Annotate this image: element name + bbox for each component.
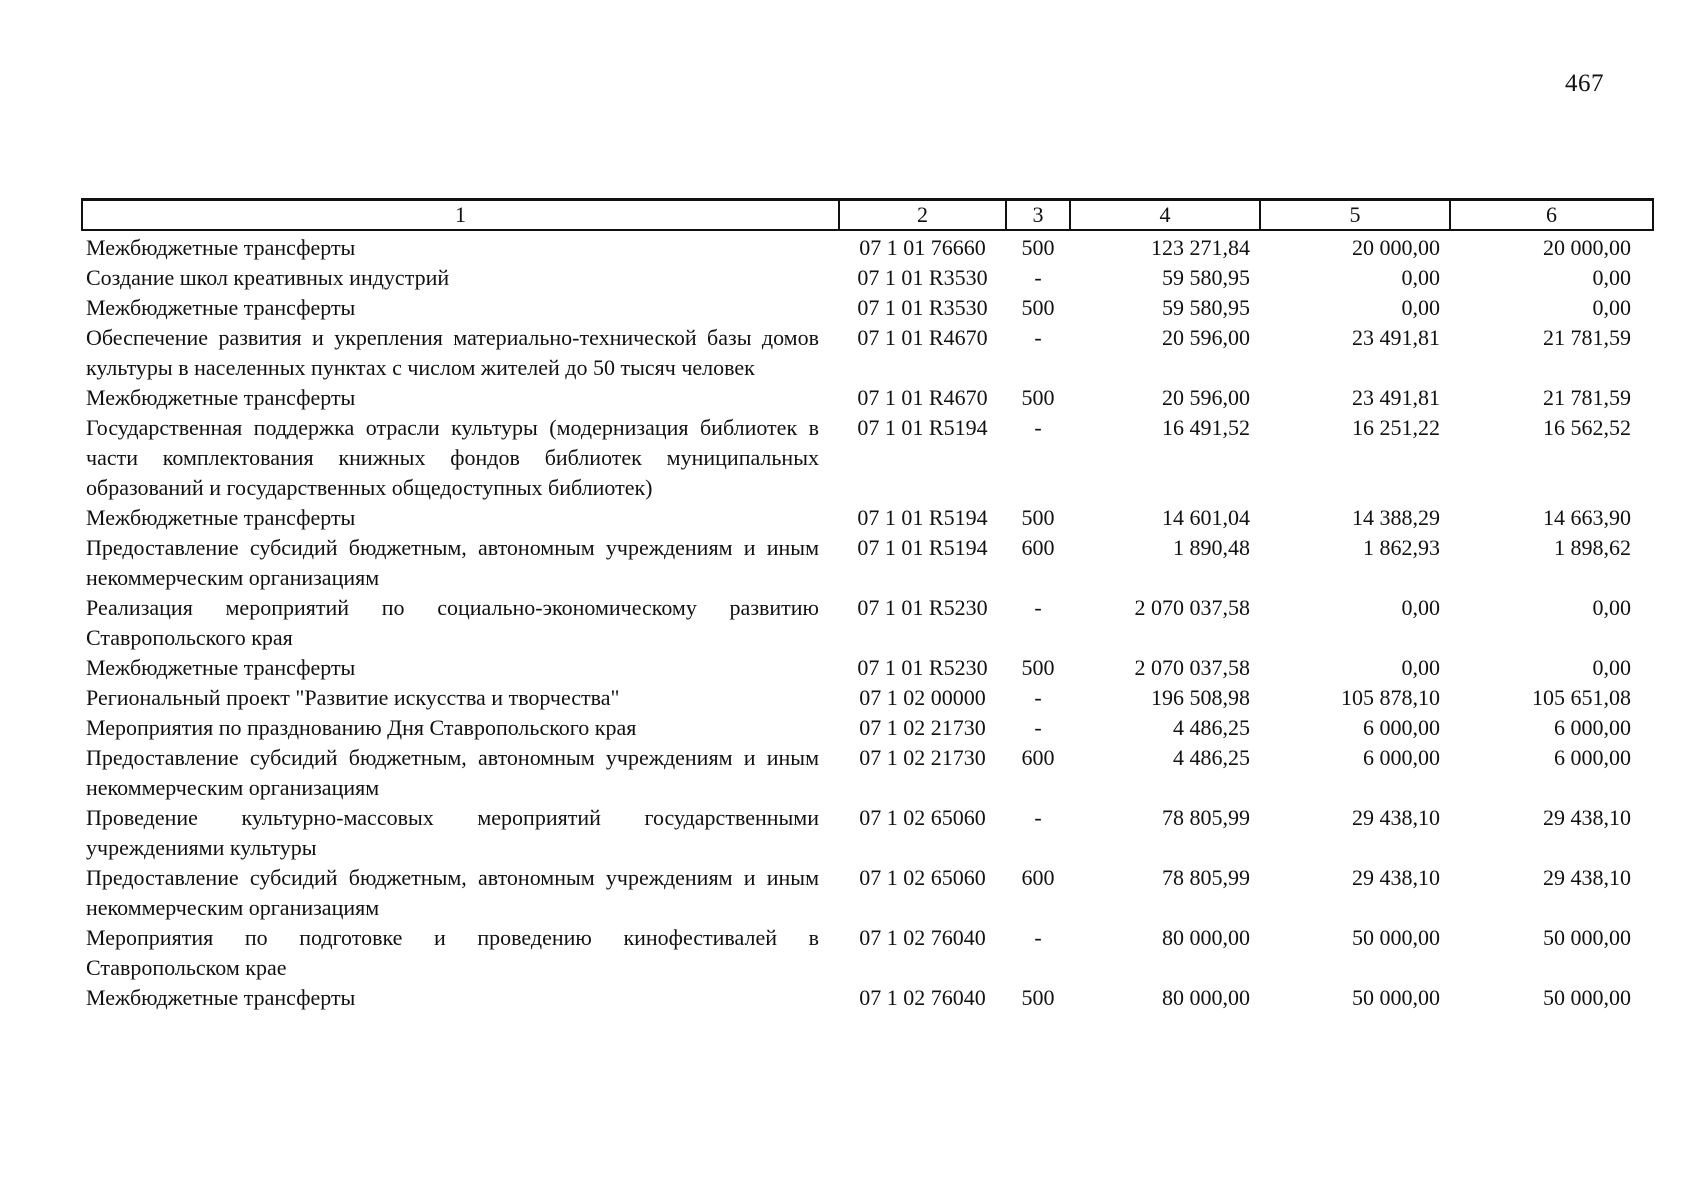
row-expense-type: 500 [1021, 985, 1055, 1010]
row-value-col4: 59 580,95 [1162, 295, 1250, 320]
table-row [82, 863, 1653, 923]
table-row [82, 323, 1653, 383]
row-description: Межбюджетные трансферты [86, 235, 356, 260]
row-value-col5: 0,00 [1401, 655, 1440, 680]
row-expense-type: 500 [1021, 295, 1055, 320]
budget-table [81, 198, 1654, 1013]
row-description: Проведение культурно-массовых мероприятий государственными учреждениями культуры [86, 805, 819, 860]
row-expense-type: 500 [1021, 505, 1055, 530]
table-row [82, 230, 1653, 263]
row-expense-type: - [1034, 325, 1042, 350]
row-value-col6: 6 000,00 [1554, 745, 1631, 770]
table-body [82, 230, 1653, 1013]
row-description: Мероприятия по подготовке и проведению кинофестивалей в Ставропольском крае [86, 925, 819, 980]
table-row [82, 503, 1653, 533]
row-value-col6: 29 438,10 [1543, 865, 1631, 890]
table-row [82, 683, 1653, 713]
row-target-code: 07 1 01 R5194 [857, 535, 988, 560]
table-row [82, 983, 1653, 1013]
row-value-col4: 1 890,48 [1173, 535, 1250, 560]
row-value-col6: 0,00 [1592, 595, 1631, 620]
row-target-code: 07 1 02 00000 [859, 685, 986, 710]
table-row [82, 383, 1653, 413]
row-value-col5: 29 438,10 [1352, 805, 1440, 830]
row-target-code: 07 1 02 21730 [859, 745, 986, 770]
row-value-col6: 0,00 [1592, 655, 1631, 680]
row-target-code: 07 1 01 R4670 [857, 325, 988, 350]
row-value-col5: 1 862,93 [1363, 535, 1440, 560]
table-row [82, 593, 1653, 653]
row-description: Предоставление субсидий бюджетным, автономным учреждениям и иным некоммерческим организациям [86, 745, 819, 800]
row-value-col5: 20 000,00 [1352, 235, 1440, 260]
row-value-col6: 0,00 [1592, 265, 1631, 290]
header-row [82, 200, 1653, 231]
row-value-col6: 50 000,00 [1543, 985, 1631, 1010]
row-value-col4: 196 508,98 [1151, 685, 1250, 710]
column-header-2: 2 [839, 200, 1006, 231]
row-value-col6: 50 000,00 [1543, 925, 1631, 950]
row-target-code: 07 1 02 65060 [859, 805, 986, 830]
row-description: Предоставление субсидий бюджетным, автономным учреждениям и иным некоммерческим организациям [86, 535, 819, 590]
row-value-col4: 80 000,00 [1162, 925, 1250, 950]
row-value-col4: 78 805,99 [1162, 805, 1250, 830]
row-expense-type: - [1034, 685, 1042, 710]
row-description: Межбюджетные трансферты [86, 985, 356, 1010]
row-description: Межбюджетные трансферты [86, 295, 356, 320]
budget-table-container [81, 198, 1652, 1013]
row-target-code: 07 1 01 76660 [859, 235, 986, 260]
row-target-code: 07 1 01 R5194 [857, 415, 988, 440]
column-header-1: 1 [82, 200, 839, 231]
row-value-col4: 2 070 037,58 [1134, 655, 1250, 680]
row-value-col5: 50 000,00 [1352, 925, 1440, 950]
row-value-col4: 59 580,95 [1162, 265, 1250, 290]
table-row [82, 803, 1653, 863]
column-header-5: 5 [1260, 200, 1450, 231]
column-header-3: 3 [1006, 200, 1070, 231]
row-expense-type: 500 [1021, 655, 1055, 680]
table-row [82, 263, 1653, 293]
row-target-code: 07 1 01 R3530 [857, 265, 988, 290]
row-expense-type: - [1034, 415, 1042, 440]
row-description: Предоставление субсидий бюджетным, автономным учреждениям и иным некоммерческим организациям [86, 865, 819, 920]
table-row [82, 713, 1653, 743]
row-target-code: 07 1 02 21730 [859, 715, 986, 740]
row-value-col5: 0,00 [1401, 265, 1440, 290]
row-description: Создание школ креативных индустрий [86, 265, 450, 290]
row-value-col5: 105 878,10 [1341, 685, 1440, 710]
table-row [82, 533, 1653, 593]
row-description: Реализация мероприятий по социально-экономическому развитию Ставропольского края [86, 595, 819, 650]
row-value-col4: 20 596,00 [1162, 385, 1250, 410]
row-value-col4: 4 486,25 [1173, 715, 1250, 740]
table-row [82, 923, 1653, 983]
row-value-col4: 16 491,52 [1162, 415, 1250, 440]
row-value-col4: 2 070 037,58 [1134, 595, 1250, 620]
row-value-col5: 50 000,00 [1352, 985, 1440, 1010]
row-description: Обеспечение развития и укрепления материально-технической базы домов культуры в населенных пунктах с числом жителей до 50 тысяч человек [86, 325, 819, 380]
row-value-col5: 6 000,00 [1363, 715, 1440, 740]
row-value-col5: 0,00 [1401, 295, 1440, 320]
row-expense-type: 500 [1021, 235, 1055, 260]
row-value-col4: 4 486,25 [1173, 745, 1250, 770]
row-description: Мероприятия по празднованию Дня Ставропольского края [86, 715, 637, 740]
row-expense-type: 600 [1021, 865, 1055, 890]
row-value-col5: 6 000,00 [1363, 745, 1440, 770]
row-expense-type: 600 [1021, 535, 1055, 560]
row-expense-type: - [1034, 925, 1042, 950]
row-expense-type: - [1034, 805, 1042, 830]
row-value-col6: 29 438,10 [1543, 805, 1631, 830]
row-value-col6: 20 000,00 [1543, 235, 1631, 260]
page-number: 467 [1565, 70, 1604, 97]
row-target-code: 07 1 01 R5194 [857, 505, 988, 530]
table-row [82, 293, 1653, 323]
row-expense-type: - [1034, 265, 1042, 290]
row-target-code: 07 1 02 76040 [859, 985, 986, 1010]
row-value-col6: 105 651,08 [1532, 685, 1631, 710]
column-header-4: 4 [1070, 200, 1260, 231]
row-description: Региональный проект "Развитие искусства и творчества" [86, 685, 620, 710]
table-row [82, 743, 1653, 803]
row-value-col4: 78 805,99 [1162, 865, 1250, 890]
row-value-col4: 80 000,00 [1162, 985, 1250, 1010]
row-value-col6: 6 000,00 [1554, 715, 1631, 740]
row-value-col6: 21 781,59 [1543, 325, 1631, 350]
row-description: Межбюджетные трансферты [86, 505, 356, 530]
row-description: Межбюджетные трансферты [86, 385, 356, 410]
row-target-code: 07 1 02 65060 [859, 865, 986, 890]
row-value-col5: 23 491,81 [1352, 325, 1440, 350]
table-row [82, 653, 1653, 683]
row-target-code: 07 1 01 R3530 [857, 295, 988, 320]
row-value-col6: 16 562,52 [1543, 415, 1631, 440]
row-value-col5: 16 251,22 [1352, 415, 1440, 440]
row-expense-type: - [1034, 715, 1042, 740]
row-value-col6: 1 898,62 [1554, 535, 1631, 560]
row-value-col4: 20 596,00 [1162, 325, 1250, 350]
column-header-6: 6 [1450, 200, 1653, 231]
table-header [82, 200, 1653, 231]
row-description: Государственная поддержка отрасли культуры (модернизация библиотек в части комплектования книжных фондов библиотек муниципальных образований и государственных общедоступных библиотек) [86, 415, 819, 500]
row-value-col5: 29 438,10 [1352, 865, 1440, 890]
row-description: Межбюджетные трансферты [86, 655, 356, 680]
row-expense-type: - [1034, 595, 1042, 620]
row-target-code: 07 1 01 R4670 [857, 385, 988, 410]
row-value-col6: 0,00 [1592, 295, 1631, 320]
row-target-code: 07 1 01 R5230 [857, 655, 988, 680]
row-value-col4: 123 271,84 [1151, 235, 1250, 260]
row-expense-type: 600 [1021, 745, 1055, 770]
row-value-col6: 14 663,90 [1543, 505, 1631, 530]
row-expense-type: 500 [1021, 385, 1055, 410]
row-value-col6: 21 781,59 [1543, 385, 1631, 410]
row-value-col4: 14 601,04 [1162, 505, 1250, 530]
row-value-col5: 23 491,81 [1352, 385, 1440, 410]
row-value-col5: 0,00 [1401, 595, 1440, 620]
row-value-col5: 14 388,29 [1352, 505, 1440, 530]
row-target-code: 07 1 01 R5230 [857, 595, 988, 620]
table-row [82, 413, 1653, 503]
row-target-code: 07 1 02 76040 [859, 925, 986, 950]
